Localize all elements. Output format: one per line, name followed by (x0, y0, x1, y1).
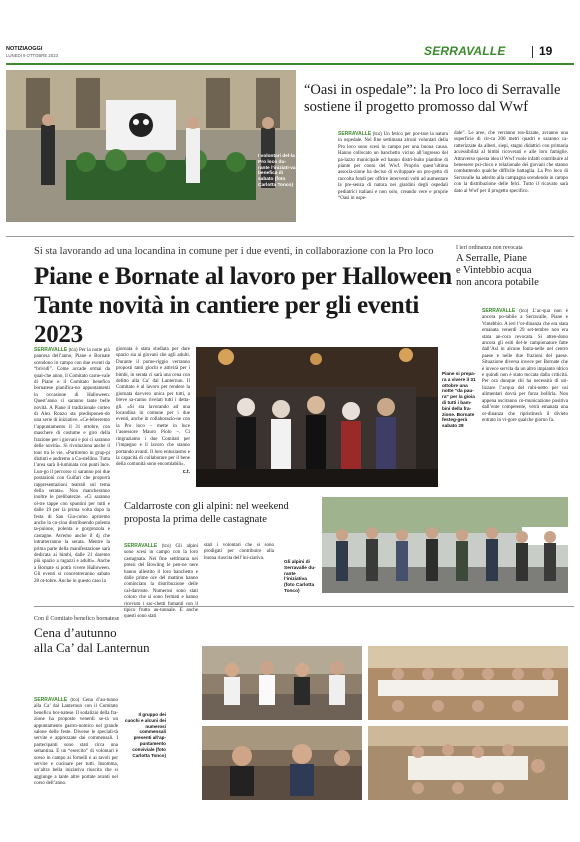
article5-ref: (tco) (70, 697, 80, 702)
article3-title (456, 253, 574, 289)
article4-col1-text: Gli alpini sono scesi in campo con la loro castagnata. Nel fine settimana nei pressi del Bowling le pen-ne nere hanno allestito il loro banchetto e dalle prime ore del mattino hanno cominciato la distribuzione delle cal-darroste. Numerosi sono stati coloro che si sono fermati e hanno ricevuto i sac-chetti fumanti con il tipico frutto au-tunnale. E anche questi sono stati (124, 544, 198, 620)
paper-name: NOTIZIAOGGI (6, 46, 43, 52)
article1-title-line1: “Oasi in ospedale”: la Pro loco di Serravalle (304, 82, 561, 98)
article2-photo-caption: Piane si prepa-ra a vivere il 31 ottobre una notte “da pau-ra” per la gioia di tutti i bam-bini della fra-zione. Bornate festeg-gerà sabato 28 (442, 371, 476, 429)
dinner-photo-3 (202, 726, 362, 800)
article5-kicker: Con il Comitato benefico bornatese (34, 616, 120, 622)
article1-title (304, 82, 574, 116)
article4-col2: stati i volontari che si sono prodigati per contribuire alla buona riuscita dell’ini-ziativa. (204, 543, 274, 561)
dinner-photo-4 (368, 726, 568, 800)
article2-col1 (34, 347, 110, 585)
article1-col2: dale”. Le aree, che verranno rea-lizzate, avranno una superficie di cir-ca 200 metri quadri e saranno ca-ratterizzate da alberi, siepi, stagni didattici con primaria accessibilità al bimbi ricoverati e alle loro famiglie. Attraverso questa idea il Wwf vuole infatti contribuire al benessere psi-chico e relazionale dei giovani che stanno combattendo qualche difficile battaglia. La Pro loco di Serravalle ha aderito alla campagna scendendo in campo con la distribuzione delle felci. Tutto il ricavato sarà dato al Wwf per il progetto specifico. (454, 131, 568, 194)
article3-kicker: I ieri ordinanza non revocata (456, 245, 523, 251)
article3-place: SERRAVALLE (482, 308, 516, 314)
article4-title-line2: proposta la prima delle castagnate (124, 514, 267, 525)
article2-kicker: Si sta lavorando ad una locandina in comune per i due eventi, in collaborazione con la Pro loco (34, 246, 434, 257)
pro-loco-photo (6, 70, 296, 222)
article1-ref: (tco) (372, 131, 382, 136)
article2-col2-text: giornata è stata studiata per dare spazio sia ai giovani che agli adulti. Durante il pome-riggio verranno proposti tanti giochi e attività per i bimbi, in serata ci sarà una cena con delitto alla Ca’ dal Lanternun. Il Comitato è al lavoro per rendere la giornata davvero unica per tutti, a breve sa-ranno rivelati tutti i detta-gli. «Si sta lavorando ad una locandina in comune per i due eventi, anche in collaborazio-ne con la Pro loco – mette in luce l’assessore Mauro Piolo –. Ci ringraziamo i due Comitati per l’impegno e il lavoro che stanno portando avanti. Il loro entusiasmo e la capacità di collaborare per il bene della comunità sono encomiabili». (116, 347, 190, 468)
article4-title-line1: Caldarroste con gli alpini: nel weekend (124, 501, 289, 512)
divider-2 (34, 606, 574, 607)
article2-col2 (116, 347, 190, 475)
alpini-photo (322, 497, 568, 593)
article5-text (34, 697, 118, 788)
article1-title-line2: sostiene il progetto promosso dal Wwf (304, 99, 529, 115)
article2-place: SERRAVALLE (34, 347, 68, 353)
halloween-photo (196, 347, 438, 487)
header (6, 44, 574, 64)
article2-title-line2: Tante novità in cantiere per gli eventi 2023 (34, 292, 420, 348)
article1-place: SERRAVALLE (338, 131, 372, 137)
article3-ref: (tco) (519, 308, 529, 313)
date-line: LUNEDÌ 9 OTTOBRE 2023 (6, 53, 58, 58)
article3-title-line3: non ancora potabile (456, 277, 539, 288)
article2-ref: (tco) (68, 347, 78, 352)
article4-col1 (124, 543, 198, 621)
article3-title-line2: e Vintebbio acqua (456, 265, 532, 276)
article5-text-body: Cena d’au-tunno alla Ca’ dal Lanternun con il Comitato benefico bor-natese. Il sodalizio della fra-zione ha proposto venerdì se-ra un appuntamento gastro-nomico nel grande salone delle feste. Diverse le speciali-tà servite e apprezzate dai commensali. I partecipanti sono stati circa una settantina. E un “esercito” di volontari è sceso in campo ai fornelli e ai tavoli per servire e cucinare per tutti. Insomma, un’altra bella iniziativa riuscita che si aggiunge a tante altre portate avanti nel corso dell’anno. (34, 698, 119, 787)
article4-ref: (tco) (161, 543, 171, 548)
article5-caption: Il gruppo dei cuochi e alcuni dei numerosi commensali presenti all’ap-puntamento conviviale (foto Carlotta Tonco) (124, 712, 166, 758)
article5-place: SERRAVALLE (34, 697, 68, 703)
article2-title (34, 262, 464, 349)
article2-signature: c.t. (182, 468, 190, 475)
article2-col1-text: Per la notte più paurosa dell’anno, Piane e Bornate scendono in campo con due eventi da “brividi”. Come accade ormai da qual-che anno, il Comitato carne-vale di Piane e il Comitato benefico bornatese pianifica-no appuntamenti in occasione di Halloween. Quest’anno ci saranno tante belle novità. A Piane il tradizionale corteo di Alex Ronzo sta predisponen-do una serie di iniziative. «Ce-lebreremo l’appuntamento il 31 ottobre, con maschere di costume e giro della frazione per i giovani e poi ci saranno delle novità». Si rivoluziona anche il tour tra le vie. «Partiremo in grup-pi distinti e andremo a Ca-stellino. Tutta l’area sarà il-luminata con punti luce. Lun-go il percorso ci saranno poi due postazioni con Guifari che proporrà rappresentazioni teatrali sul tema della serata». Non mancheranno inoltre le prelibatezze. «Ci saranno ol-tre tappe con spuntini per tutti e dalle 19 per la prima volta dopo la festa di San Gia-como apriremo anche la cu-cina distribuendo polenta ta-pulone, polenta e gorgonzola e castagne. Avremo anche il dj che intratterranno la serata. Mentre la prima parte della manifestazione sarà dedicata ai bimbi, dalle 21 daremo più spazio a ragazzi e adulti». Anche a Bornate si potrà vivere Halloween. Gli eventi si concentreranno sabato 28 ot-tobre. Anche in questo caso la (34, 348, 110, 584)
article5-title-line1: Cena d’autunno (34, 625, 117, 640)
dinner-photo-1 (202, 646, 362, 720)
article1-col1-text: Un fetico per por-tare la natura in ospedale. Nel fine settimana alcuni volontari della Pro loco sono scesi in campo per una buona causa. Hanno collocato un banchetto vicino all’ingresso del pa-lazzo municipale ed hanno distri-buito piantine di piante per conto del Wwf. Proprio quest’ultima associa-zione ha deciso di sviluppare un pro-getto di raccolta fondi per offrire interventi volti ad aumentare la pre-senza di natura nei giardini degli ospedali pediatrici italiani e non solo, creando vere e proprie “Oasi in ospe- (338, 132, 448, 202)
header-rule (6, 63, 574, 65)
article3-text (482, 308, 568, 424)
article2-title-line1: Piane e Bornate al lavoro per Halloween (34, 263, 452, 290)
section-title: SERRAVALLE (424, 44, 506, 58)
article4-caption: Gli alpini di Serravalle du-rante l’iniziativa (foto Carlotta Tonco) (284, 560, 316, 594)
dinner-photo-2 (368, 646, 568, 720)
section-divider (532, 46, 533, 58)
article3-title-line1: A Serralle, Piane (456, 253, 527, 264)
article1-caption: I volontari del-la Pro loco du-rante l’iniziati-va benefica di sabato (foto Carlotta Tonco) (258, 154, 296, 188)
article1-col1 (338, 131, 448, 202)
page-number: 19 (539, 44, 553, 58)
article4-place: SERRAVALLE (124, 543, 158, 549)
article4-title (124, 500, 324, 526)
divider-1 (6, 236, 574, 237)
article5-title (34, 625, 194, 655)
article3-text-body: L’ac-qua non è ancora po-tabile a Serravalle, Piane e Vintebbio. A ieri l’or-dinanza che era stata emanata venerdì 29 set-tembre non era stata an-cora revocata. Si atten-dono ancora gli esiti del-le campionature fatte dall’Asl in alcune fonta-nelle nel centro paese e nelle due frazioni del paese. Situazione diversa invece per Bornate che è invece servita da un altro impianto idrico e quindi non è stato toccata dalla criticità. Per ora dunque chi ha necessità di uti-lizzare l’acqua del rubi-netto per usi alimentari dovrà per forza bollirla. Non appena usciranno co-municazione positiva dall’ente competente, verrà emanata una or-dinanza che ripristinerà il divieto entrato in vi-gore qualche giorno fa. (482, 309, 569, 423)
article5-title-line2: alla Ca’ dal Lanternun (34, 640, 150, 655)
